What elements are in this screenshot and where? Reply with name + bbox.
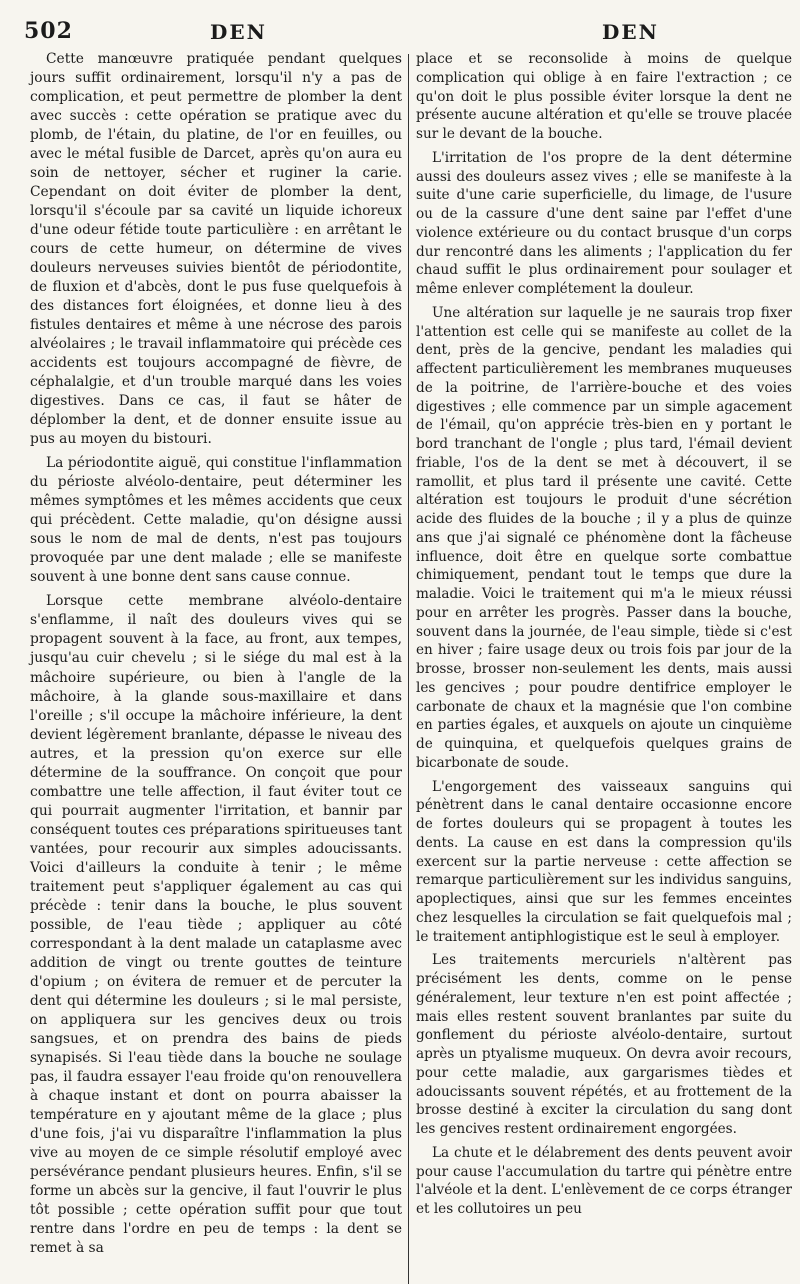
page-header [20, 18, 784, 48]
paragraph: Cette manœuvre pratiquée pendant quelques jours suffit ordinairement, lorsqu'il n'y a pas de complication, et peut permettre de plomber la dent avec succès : cette opération se pratique avec du plomb, de l'étain, du platine, de l'or en feuilles, ou avec le métal fusible de Darcet, après qu'on aura eu soin de nettoyer, sécher et ruginer la carie. Cependant on doit éviter de plomber la dent, lorsqu'il s'écoule par sa cavité un liquide ichoreux d'une odeur fétide toute particulière : en arrêtant le cours de cette humeur, on détermine de vives douleurs nerveuses suivies bientôt de périodontite, de fluxion et d'abcès, dont le pus fuse quelquefois à des distances fort éloignées, et donne lieu à des fistules dentaires et même à une nécrose des parois alvéolaires ; le travail inflammatoire qui précède ces accidents est toujours accompagné de fièvre, de céphalalgie, et d'un trouble marqué dans les voies digestives. Dans ce cas, il faut se hâter de déplomber la dent, et de donner ensuite issue au pus au moyen du bistouri. [30, 51, 402, 448]
running-head-right: DEN [602, 20, 659, 44]
running-head-left: DEN [210, 20, 267, 44]
column-divider [408, 54, 409, 1284]
right-column [416, 50, 792, 1224]
paragraph: La chute et le délabrement des dents peuvent avoir pour cause l'accumulation du tartre qui pénètre entre l'alvéole et la dent. L'enlèvement de ce corps étranger et les collutoires un peu [416, 1144, 792, 1217]
paragraph: L'engorgement des vaisseaux sanguins qui pénètrent dans le canal dentaire occasionne encore de fortes douleurs qui se propagent à toutes les dents. La cause en est dans la compression qu'ils exercent sur la partie nerveuse : cette affection se remarque particulièrement sur les individus sanguins, apoplectiques, ainsi que sur les femmes enceintes chez lesquelles la circulation se fait quelquefois mal ; le traitement antiphlogistique est le seul à employer. [416, 778, 792, 945]
paragraph: place et se reconsolide à moins de quelque complication qui oblige à en faire l'extraction ; ce qu'on doit le plus possible éviter lorsque la dent ne présente aucune altération et qu'elle se trouve placée sur le devant de la bouche. [416, 51, 792, 142]
page-number: 502 [24, 18, 73, 44]
paragraph: Lorsque cette membrane alvéolo-dentaire s'enflamme, il naît des douleurs vives qui se propagent souvent à la face, au front, aux tempes, jusqu'au cuir chevelu ; si le siége du mal est à la mâchoire supérieure, ou bien à l'angle de la mâchoire, à la glande sous-maxillaire et dans l'oreille ; s'il occupe la mâchoire inférieure, la dent devient légèrement branlante, dépasse le niveau des autres, et la pression qu'on exerce sur elle détermine de la souffrance. On conçoit que pour combattre une telle affection, il faut éviter tout ce qui pourrait augmenter l'irritation, et bannir par conséquent toutes ces préparations spiritueuses tant vantées, pour recourir aux simples adoucissants. Voici d'ailleurs la conduite à tenir ; le même traitement peut s'appliquer également au cas qui précède : tenir dans la bouche, le plus souvent possible, de l'eau tiède ; appliquer au côté correspondant à la dent malade un cataplasme avec addition de vingt ou trente gouttes de teinture d'opium ; on évitera de remuer et de percuter la dent qui détermine les douleurs ; si le mal persiste, on appliquera sur les gencives deux ou trois sangsues, et on prendra des bains de pieds synapisés. Si l'eau tiède dans la bouche ne soulage pas, il faudra essayer l'eau froide qu'on renouvellera à chaque instant et dont on pourra abaisser la température en y ajoutant même de la glace ; plus d'une fois, j'ai vu disparaître l'inflammation la plus vive au moyen de ce simple résolutif employé avec persévérance pendant plusieurs heures. Enfin, s'il se forme un abcès sur la gencive, il faut l'ouvrir le plus tôt possible ; cette opération suffit pour que tout rentre dans l'ordre en peu de temps : la dent se remet à sa [30, 593, 402, 1256]
paragraph: Les traitements mercuriels n'altèrent pas précisément les dents, comme on le pense généralement, leur texture n'en est point affectée ; mais elles restent souvent branlantes par suite du gonflement du périoste alvéolo-dentaire, surtout après un ptyalisme muqueux. On devra avoir recours, pour cette maladie, aux gargarismes tièdes et adoucissants souvent répétés, et au frottement de la brosse destiné à exciter la circulation du sang dont les gencives restent ordinairement engorgées. [416, 952, 792, 1137]
text-columns [20, 50, 792, 1280]
left-column [30, 50, 402, 1263]
paragraph: La périodontite aiguë, qui constitue l'inflammation du périoste alvéolo-dentaire, peut déterminer les mêmes symptômes et les mêmes accidents que ceux qui précèdent. Cette maladie, qu'on désigne aussi sous le nom de mal de dents, n'est pas toujours provoquée par une dent malade ; elle se manifeste souvent à une bonne dent sans cause connue. [30, 455, 402, 586]
paragraph: Une altération sur laquelle je ne saurais trop fixer l'attention est celle qui se manifeste au collet de la dent, près de la gencive, pendant les maladies qui affectent particulièrement les membranes muqueuses de la poitrine, de l'arrière-bouche et des voies digestives ; elle commence par un simple agacement de l'émail, qu'on apprécie très-bien en y portant le bord tranchant de l'ongle ; plus tard, l'émail devient friable, l'os de la dent se met à découvert, il se ramollit, et plus tard il présente une cavité. Cette altération est toujours le produit d'une sécrétion acide des fluides de la bouche ; il y a plus de quinze ans que j'ai signalé ce phénomène dont la fâcheuse influence, doit être en quelque sorte combattue chimiquement, pendant tout le temps que dure la maladie. Voici le traitement qui m'a le mieux réussi pour en arrêter les progrès. Passer dans la bouche, souvent dans la journée, de l'eau simple, tiède si c'est en hiver ; faire usage deux ou trois fois par jour de la brosse, brosser non-seulement les dents, mais aussi les gencives ; pour poudre dentifrice employer le carbonate de chaux et la magnésie que l'on combine en parties égales, et auxquels on ajoute un cinquième de quinquina, et quelquefois quelques grains de bicarbonate de soude. [416, 304, 792, 771]
paragraph: L'irritation de l'os propre de la dent détermine aussi des douleurs assez vives ; elle se manifeste à la suite d'une carie superficielle, du limage, de l'usure ou de la cassure d'une dent saine par l'effet d'une violence extérieure ou du contact brusque d'un corps dur rencontré dans les aliments ; l'application du fer chaud suffit le plus ordinairement pour soulager et même enlever complétement la douleur. [416, 149, 792, 297]
